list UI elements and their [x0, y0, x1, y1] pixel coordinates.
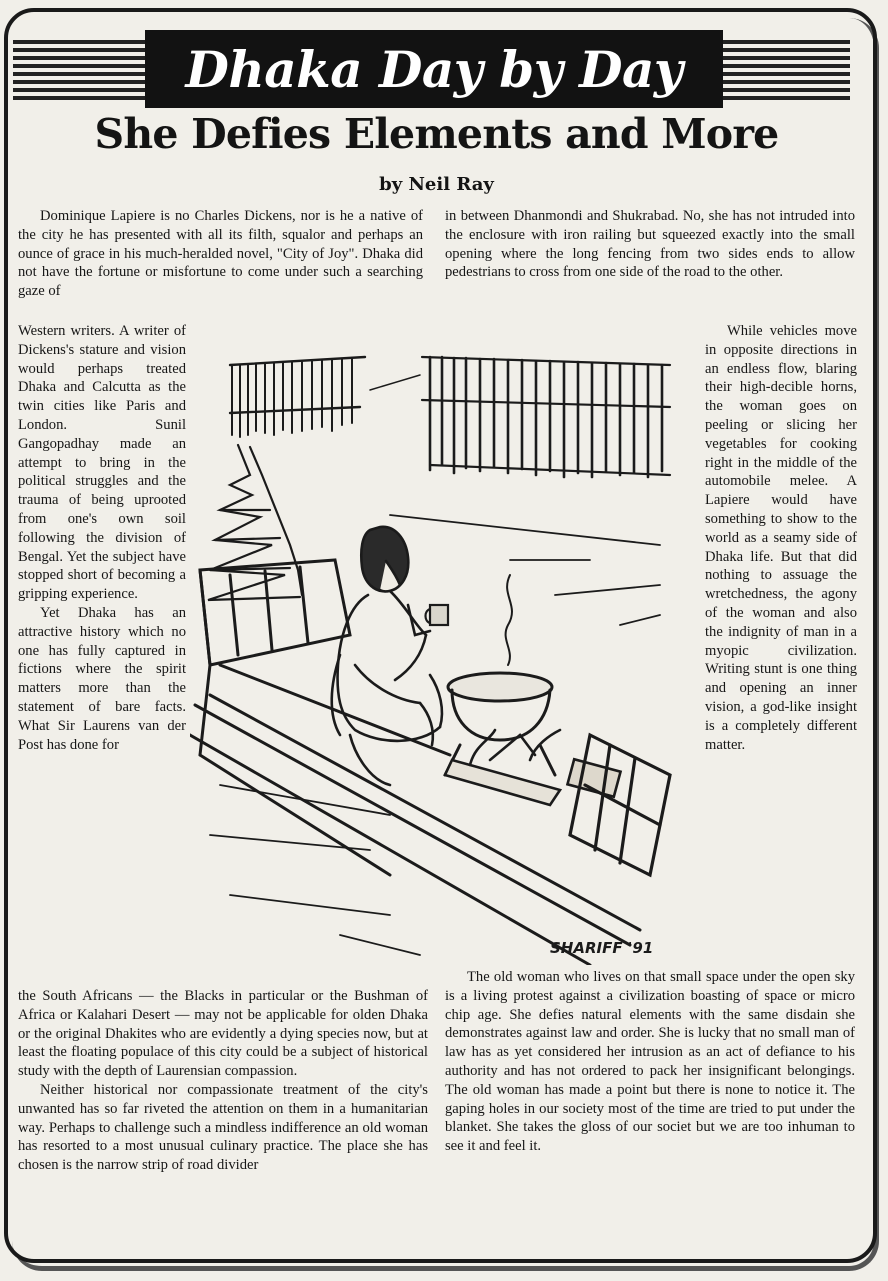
illustration [190, 335, 710, 965]
bottom-left-column [18, 987, 428, 1175]
railing-left [230, 357, 365, 437]
masthead-stripes-right [722, 40, 850, 100]
bottom-right-paragraph: The old woman who lives on that small space under the open sky is a living protest against a civilization boasting of space or micro chip age. She defies natural elements with the same disdain she demonstrates against law and order. She is lucky that no small man of law has as yet considered her intrusion as an act of defiance to his authority and has not ordered to pack her insignificant belongings. The old woman has made a point but there is none to notice it. The gaping holes in our society most of the time are tried to put under the blanket. She takes the gloss of our societ but we are too inhuman to see it and feel it. [445, 969, 855, 1155]
left-column-paragraph-1: Western writers. A writer of Dickens's stature and vision would perhaps treated Dhaka and Calcutta as the twin cities like Paris and London. Sunil Gangopadhay made an attempt to bring in the political struggles and the trauma of being uprooted from one's own soil following the division of Bengal. Yet the subject have stopped short of becoming a gripping experience. [18, 323, 186, 603]
fire-logs [445, 730, 621, 805]
right-column [705, 322, 857, 754]
right-column-paragraph-1: While vehicles move in opposite directions in an endless flow, blaring their high-decible horns, the woman goes on peeling or slicing her vegetables for cooking right in the middle of the automobile melee. A Lapiere would have something to show to the world as a seamy side of Dhaka life. But that did nothing to assuage the wretchedness, the agony of the woman and also the indignity of man in a myopic civilization. Writing stunt is one thing and opening an inner vision, a god-like insight is a completely different matter. [705, 323, 857, 753]
cart-frame [200, 560, 450, 875]
railing-right [370, 357, 670, 477]
cup [426, 605, 449, 625]
byline: by Neil Ray [379, 174, 494, 195]
left-column-paragraph-2: Yet Dhaka has an attractive history which no one has fully captured in fictions where the spirit matters more than the statement of bare facts. What Sir Laurens van der Post has done for [18, 604, 186, 753]
steam [506, 575, 512, 665]
cooking-pot [445, 673, 555, 775]
bottom-left-paragraph-2: Neither historical nor compassionate treatment of the city's unwanted has so far riveted the attention on them in a humanitarian way. Perhaps to challenge such a mindless indifference an old woman has resorted to a most unusual culinary practice. The place she has chosen is the narrow strip of road divider [18, 1081, 428, 1174]
top-left-paragraph: Dominique Lapiere is no Charles Dickens, nor is he a native of the city he has presented with all its filth, squalor and perhaps an ounce of grace in his much-heralded novel, "City of Joy". Dhaka did not have the fortune or misfortune to come under such a searching gaze of [18, 208, 423, 300]
crate-frame [570, 735, 670, 875]
left-column [18, 322, 186, 754]
masthead-stripes-left [13, 40, 145, 100]
headline: She Defies Elements and More [94, 110, 779, 158]
top-right-paragraph: in between Dhanmondi and Shukrabad. No, she has not intruded into the enclosure with iron railing but squeezed exactly into the small opening where the long fencing from two sides ends to allow pedestrians to cross from one side of the road to the other. [445, 208, 855, 281]
bottom-left-paragraph-1: the South Africans — the Blacks in particular or the Bushman of Africa or Kalahari Desert — may not be applicable for olden Dhaka or the original Dhakites who are evidently a dying species now, but at least the floating populace of this city could be a subject of historical study with the depth of Laurensian compassion. [18, 988, 428, 1080]
artist-signature [550, 939, 653, 957]
svg-text:SHARIFF '91: SHARIFF '91 [550, 939, 654, 957]
stacked-baskets [208, 445, 302, 600]
section-title: Dhaka Day by Day [145, 30, 723, 108]
